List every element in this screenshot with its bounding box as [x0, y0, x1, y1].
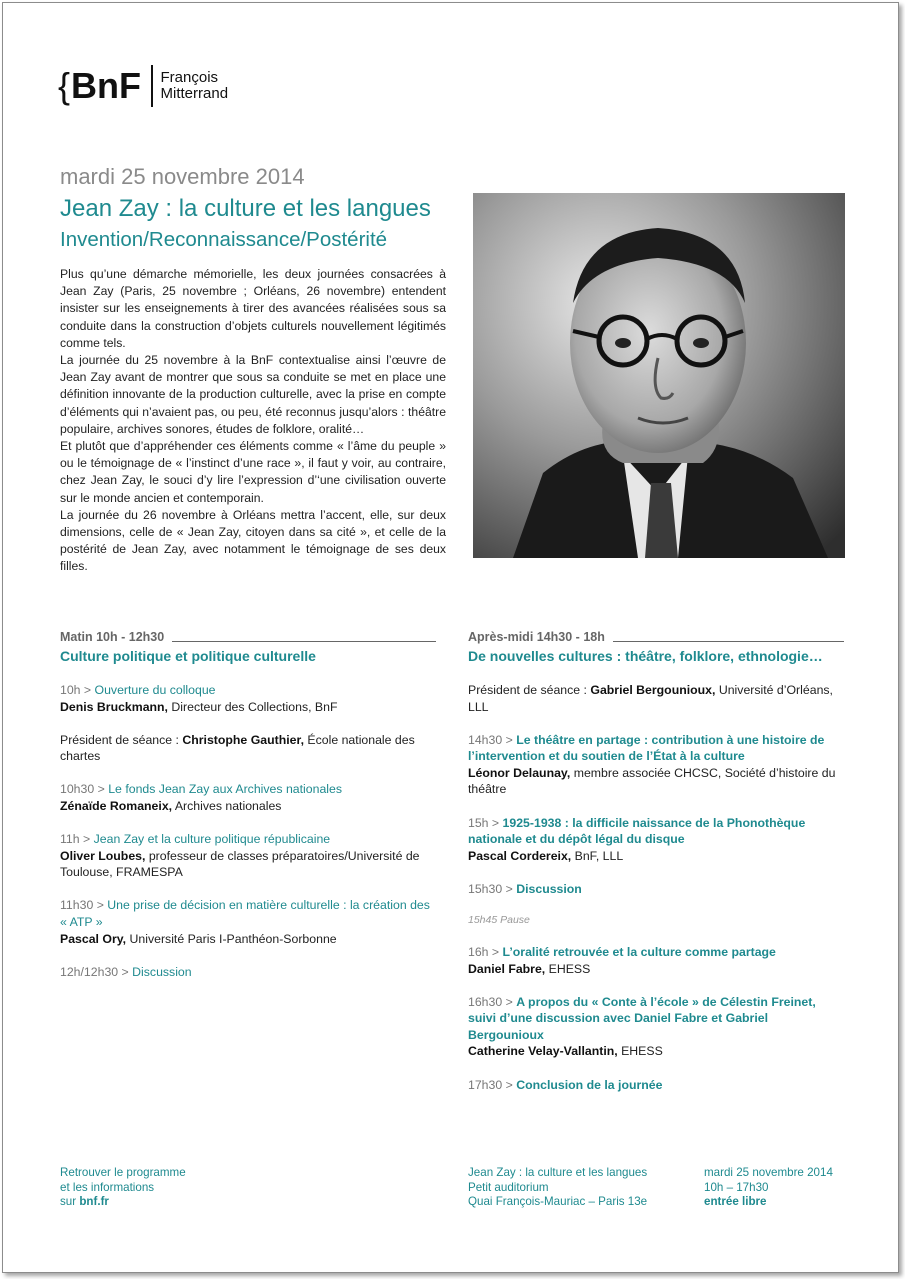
- footer-venue: [468, 1166, 647, 1210]
- bnf-link[interactable]: bnf.fr: [79, 1195, 109, 1208]
- item-time: 15h30 >: [468, 881, 517, 896]
- logo-divider: [151, 65, 153, 107]
- item-speaker: Christophe Gauthier,: [182, 732, 304, 747]
- item-time: 14h30 >: [468, 732, 517, 747]
- item-topic: Conclusion de la journée: [516, 1077, 663, 1092]
- item-speaker: Gabriel Bergounioux,: [590, 683, 716, 697]
- footer-line: 10h – 17h30: [704, 1180, 769, 1194]
- program-item: [468, 682, 844, 715]
- program-item: [468, 815, 844, 865]
- item-time: 12h/12h30 >: [60, 964, 133, 979]
- afternoon-heading: Après-midi 14h30 - 18h: [468, 630, 605, 644]
- program-item: [468, 1077, 844, 1094]
- footer-line: entrée libre: [704, 1195, 767, 1208]
- item-topic: L’oralité retrouvée et la culture comme partage: [502, 944, 776, 959]
- item-speaker: Oliver Loubes,: [60, 848, 146, 863]
- item-affiliation: Université Paris I-Panthéon-Sorbonne: [126, 931, 337, 946]
- item-speaker: Denis Bruckmann,: [60, 699, 168, 714]
- section-rule: [172, 641, 436, 642]
- program-item: [468, 944, 844, 977]
- morning-program: [60, 628, 436, 997]
- item-affiliation: Archives nationales: [172, 798, 282, 813]
- intro-paragraph: La journée du 25 novembre à la BnF contextualise ainsi l’œuvre de Jean Zay avant de montrer que sous sa conduite se met en place une définition innovante de la production culturelle, avec la prise en compte d’éléments qui n’avaient pas, ou peu, été reconnus jusqu’alors : théâtre populaire, archives sonores, études de folklore, oralité…: [60, 353, 446, 436]
- item-affiliation: École nationale des chartes: [60, 732, 415, 764]
- chair-prefix: Président de séance :: [468, 683, 591, 697]
- intro-paragraph: Et plutôt que d’appréhender ces éléments comme « l’âme du peuple » ou le témoignage de « l’instinct d’une race », il faut y voir, au contraire, chez Jean Zay, le souci d’y lire l’expression d’‘une civilisation ouverte sur le monde ancien et contemporain.: [60, 439, 446, 505]
- footer-line: mardi 25 novembre 2014: [704, 1166, 833, 1179]
- intro-text: [60, 266, 446, 576]
- item-affiliation: EHESS: [545, 961, 591, 976]
- footer-line: et les informations: [60, 1180, 155, 1194]
- section-rule: [613, 641, 844, 642]
- program-item: [468, 732, 844, 798]
- item-time: 11h >: [60, 832, 94, 847]
- afternoon-program: [468, 628, 844, 1110]
- logo-site-line2: Mitterrand: [160, 85, 229, 102]
- morning-title: Culture politique et politique culturelle: [60, 648, 316, 664]
- item-topic: Discussion: [132, 964, 192, 979]
- footer-schedule: [704, 1166, 833, 1210]
- item-time: 11h30 >: [60, 898, 108, 913]
- footer-info: [60, 1166, 186, 1210]
- item-topic: Le fonds Jean Zay aux Archives nationales: [108, 782, 343, 797]
- program-item: [60, 682, 436, 715]
- item-time: 10h >: [60, 683, 95, 697]
- portrait-photo: [473, 193, 845, 558]
- morning-heading: Matin 10h - 12h30: [60, 630, 165, 644]
- program-item: [60, 897, 436, 947]
- bnf-logo[interactable]: {BnF François Mitterrand: [58, 65, 229, 106]
- event-title: Jean Zay : la culture et les langues: [60, 195, 431, 222]
- intro-paragraph: La journée du 26 novembre à Orléans mettra l’accent, elle, sur deux dimensions, celle de « Jean Zay, citoyen dans sa cité », et celle de la postérité de Jean Zay, avec notamment le témoignage de ses deux filles.: [60, 507, 446, 574]
- logo-site-line1: François: [160, 69, 219, 86]
- program-item: [60, 964, 436, 981]
- pause-note: 15h45 Pause: [468, 913, 530, 926]
- item-affiliation: BnF, LLL: [571, 848, 624, 863]
- item-speaker: Catherine Velay-Vallantin,: [468, 1044, 618, 1059]
- logo-brand: BnF: [71, 65, 142, 106]
- footer-line: Jean Zay : la culture et les langues: [468, 1166, 648, 1179]
- event-subtitle: Invention/Reconnaissance/Postérité: [60, 228, 388, 251]
- item-speaker: Daniel Fabre,: [468, 961, 546, 976]
- program-item: [60, 732, 436, 765]
- footer-line: sur bnf.fr: [60, 1195, 109, 1208]
- item-affiliation: Université d’Orléans, LLL: [468, 683, 833, 714]
- item-topic: Une prise de décision en matière culturelle : la création des « ATP »: [60, 898, 430, 929]
- item-topic: 1925-1938 : la difficile naissance de la Phonothèque nationale et du dépôt légal du disque: [468, 815, 806, 847]
- footer-line: Quai François-Mauriac – Paris 13e: [468, 1195, 648, 1208]
- footer-line: Retrouver le programme: [60, 1166, 186, 1179]
- footer-line: Petit auditorium: [468, 1180, 549, 1194]
- item-topic: Le théâtre en partage : contribution à une histoire de l’intervention et du soutien de l’État à la culture: [468, 732, 825, 764]
- item-time: 15h >: [468, 815, 503, 830]
- item-affiliation: EHESS: [617, 1044, 663, 1059]
- item-time: 16h30 >: [468, 994, 517, 1009]
- item-speaker: Léonor Delaunay,: [468, 765, 571, 780]
- program-item: [468, 881, 844, 898]
- item-topic: Jean Zay et la culture politique républicaine: [93, 832, 331, 847]
- program-item: [468, 994, 844, 1060]
- chair-prefix: Président de séance :: [60, 732, 183, 747]
- program-item: [60, 781, 436, 814]
- item-topic: Discussion: [516, 881, 582, 896]
- event-date: mardi 25 novembre 2014: [60, 164, 305, 189]
- intro-paragraph: Plus qu’une démarche mémorielle, les deux journées consacrées à Jean Zay (Paris, 25 novembre ; Orléans, 26 novembre) entendent insister sur les enseignements à tirer des avancées réalisées sous sa conduite dans la construction d’objets culturels nouvellement légitimés comme tels.: [60, 267, 446, 350]
- item-speaker: Pascal Ory,: [60, 931, 127, 946]
- item-affiliation: professeur de classes préparatoires/Université de Toulouse, FRAMESPA: [60, 848, 420, 880]
- afternoon-title: De nouvelles cultures : théâtre, folklore, ethnologie…: [468, 648, 823, 664]
- item-speaker: Zénaïde Romaneix,: [60, 798, 173, 813]
- item-time: 17h30 >: [468, 1077, 517, 1092]
- item-time: 16h >: [468, 944, 503, 959]
- program-item: [60, 831, 436, 881]
- item-affiliation: membre associée CHCSC, Société d’histoire du théâtre: [468, 765, 836, 797]
- item-speaker: Pascal Cordereix,: [468, 848, 572, 863]
- portrait-image: [473, 193, 845, 558]
- item-topic: Ouverture du colloque: [94, 683, 216, 697]
- item-topic: A propos du « Conte à l’école » de Célestin Freinet, suivi d’une discussion avec Daniel Fabre et Gabriel Bergounioux: [468, 994, 816, 1042]
- item-time: 10h30 >: [60, 782, 109, 797]
- item-affiliation: Directeur des Collections, BnF: [167, 699, 338, 714]
